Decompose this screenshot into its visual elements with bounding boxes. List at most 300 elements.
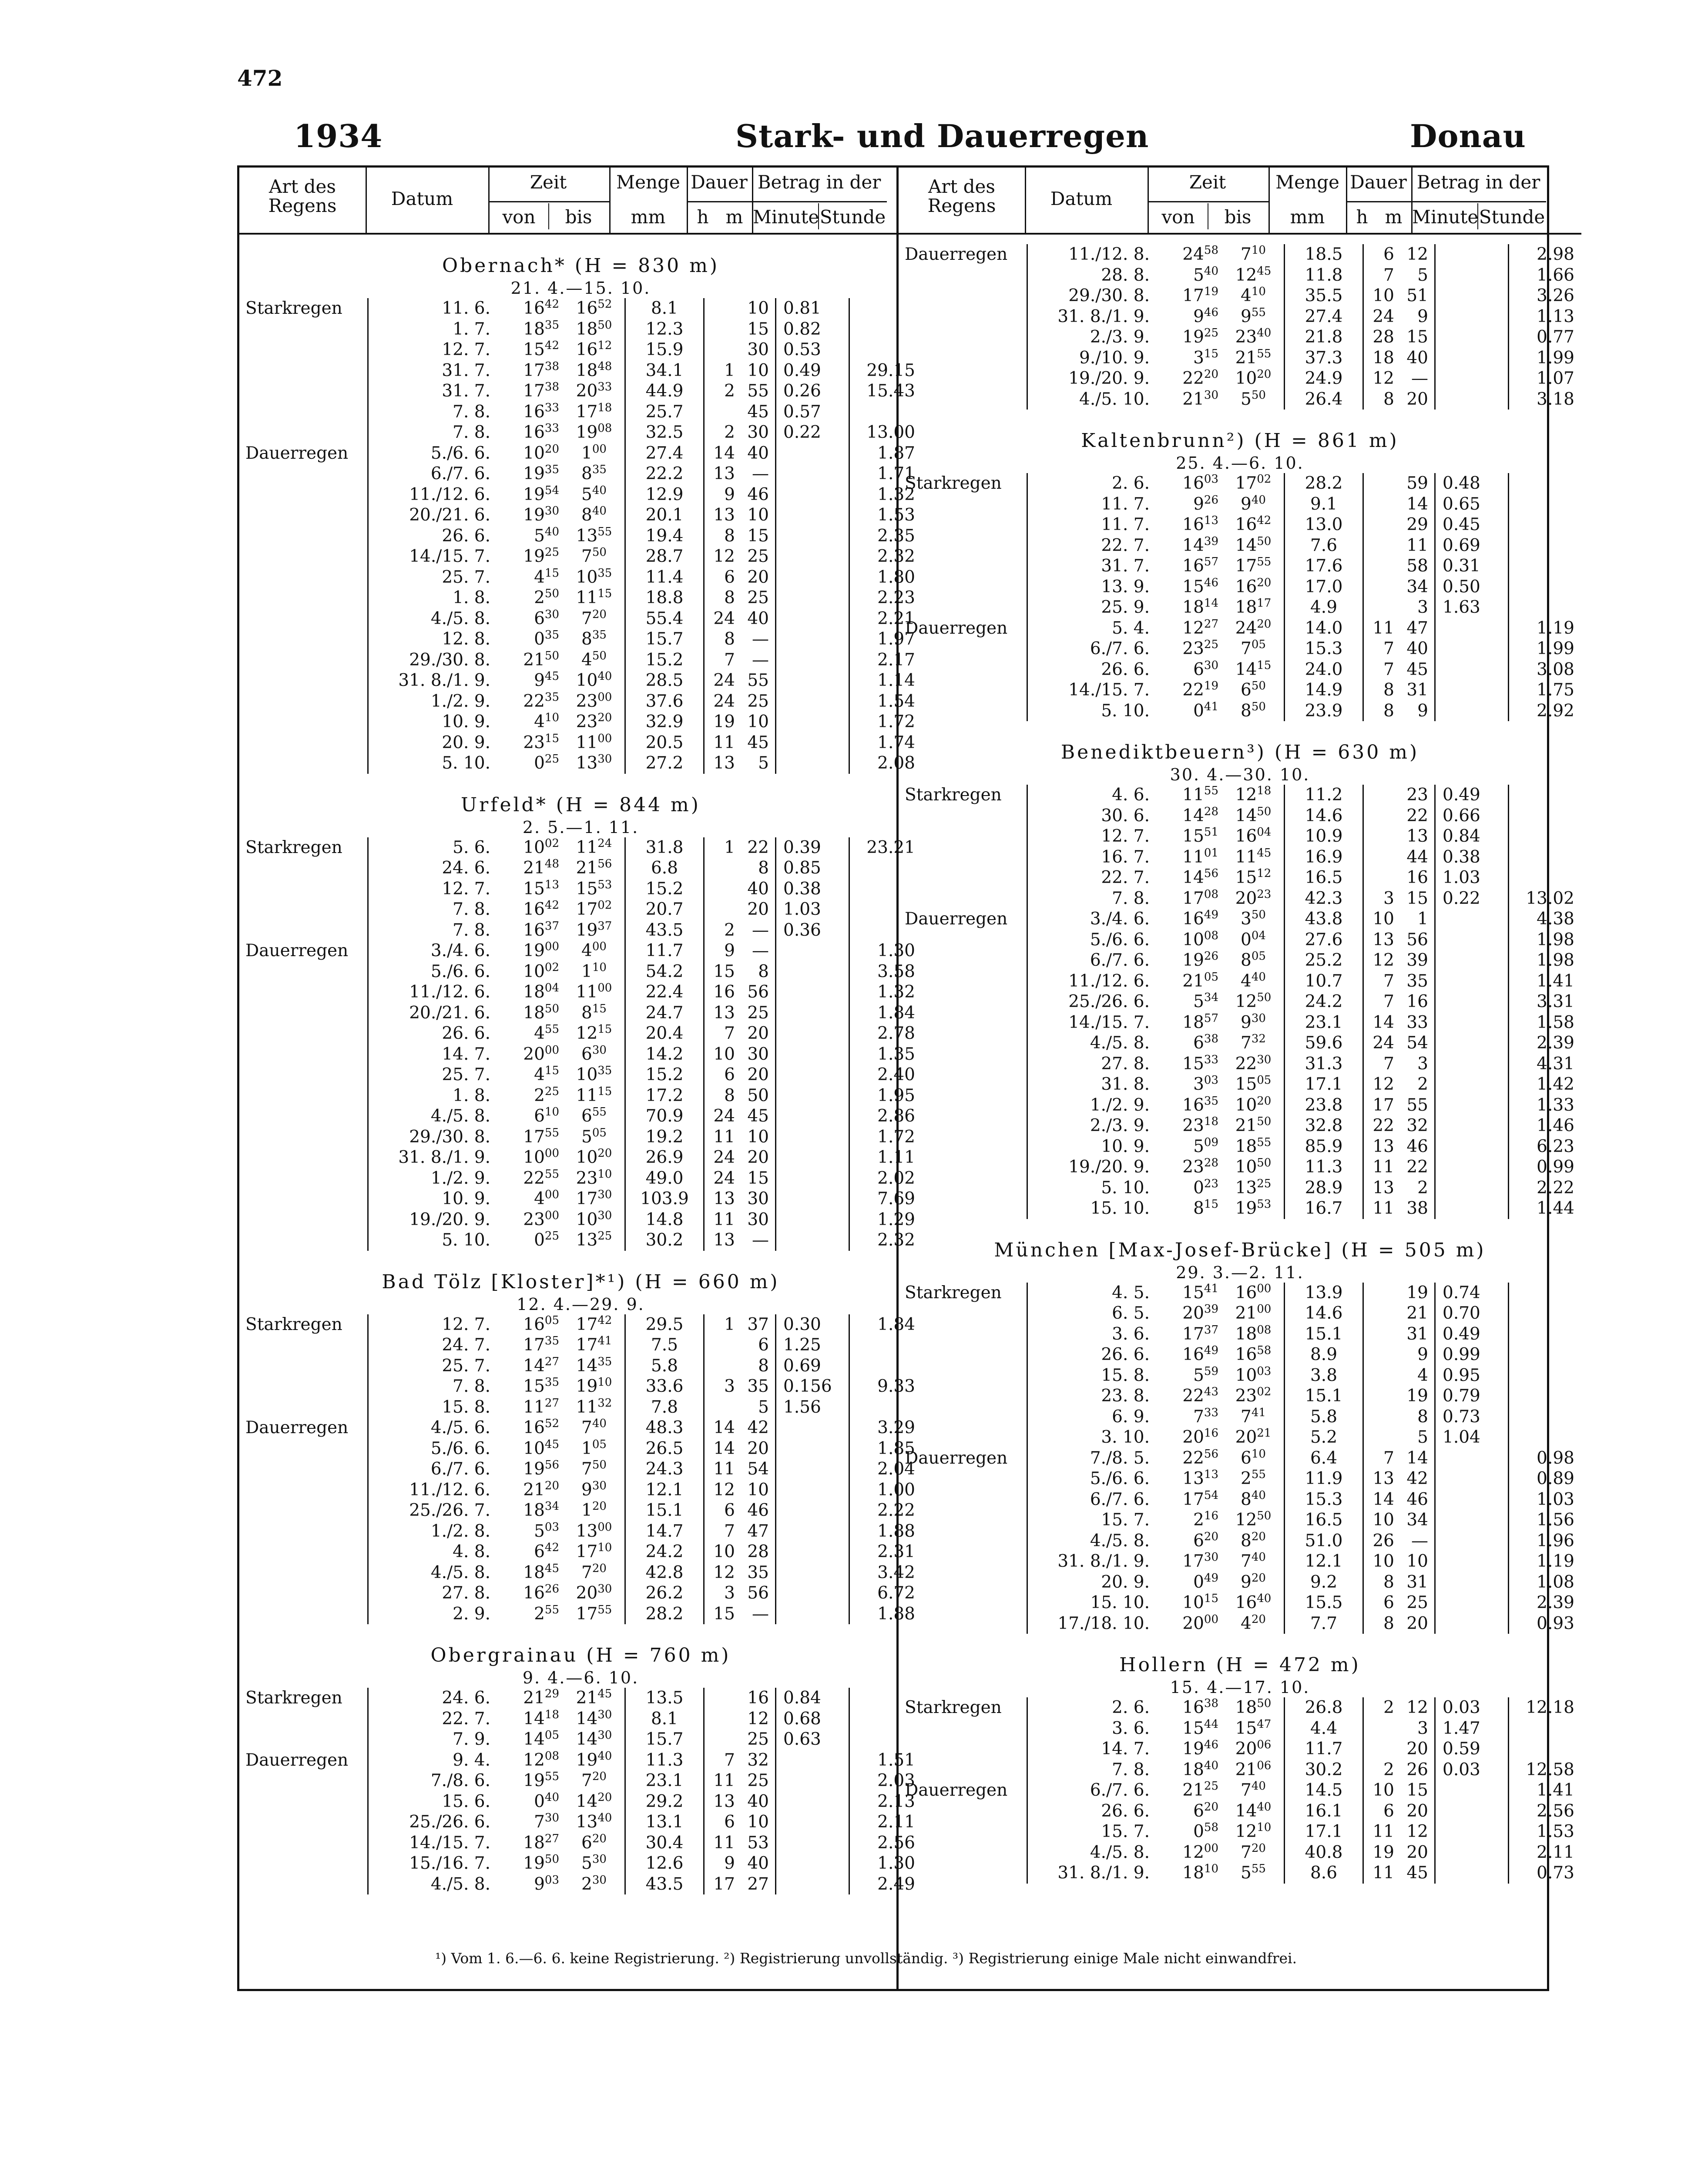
duration-minutes: 10 [747, 505, 769, 525]
time-from [503, 339, 564, 360]
duration-minutes: — [752, 1230, 769, 1250]
table-row [239, 837, 922, 858]
time-from [503, 1189, 564, 1209]
to-minutes: 40 [1257, 326, 1272, 339]
time-to [1223, 1697, 1285, 1718]
duration-hours: 11 [1363, 1821, 1399, 1842]
date: 22. 7. [1027, 535, 1162, 556]
time-from [1162, 244, 1223, 265]
from-hours: 6 [1193, 1801, 1204, 1821]
to-minutes: 50 [592, 649, 607, 662]
date: 23. 8. [1027, 1386, 1162, 1407]
time-to [1223, 1551, 1285, 1572]
from-minutes: 55 [544, 1770, 559, 1783]
duration-minutes: 8 [1417, 1407, 1428, 1427]
rate-per-minute: 0.68 [776, 1709, 849, 1730]
to-hours: 9 [1241, 1572, 1252, 1592]
time-to [1223, 1427, 1285, 1448]
table-row [899, 1033, 1581, 1054]
date: 24. 7. [368, 1335, 503, 1356]
to-minutes: 25 [1257, 1177, 1272, 1190]
time-from [1162, 1697, 1223, 1718]
to-hours: 11 [576, 732, 598, 752]
to-hours: 13 [576, 1230, 598, 1250]
rate-per-minute: 0.38 [1435, 847, 1509, 868]
amount-mm: 12.9 [625, 484, 704, 505]
duration-hours: 7 [1363, 1448, 1399, 1469]
rain-type [239, 920, 368, 941]
to-hours: 20 [1235, 1427, 1257, 1447]
from-hours: 14 [1182, 535, 1204, 555]
amount-mm: 27.6 [1285, 930, 1363, 951]
time-to [564, 567, 625, 588]
time-from [1162, 1821, 1223, 1842]
duration-hours: 2 [704, 381, 740, 402]
duration-hours [1363, 556, 1399, 577]
table-row [899, 888, 1581, 909]
rain-type [899, 1842, 1027, 1863]
from-hours: 15 [1182, 1054, 1204, 1074]
from-hours: 18 [523, 1003, 545, 1023]
time-from [1162, 1157, 1223, 1178]
rain-type [899, 1074, 1027, 1095]
rate-per-hour: 9.33 [849, 1376, 923, 1397]
date: 4./5. 8. [1027, 1842, 1162, 1863]
rain-type [899, 1863, 1027, 1884]
amount-mm: 54.2 [625, 961, 704, 982]
amount-mm: 14.6 [1285, 1303, 1363, 1324]
from-hours: 5 [1193, 1136, 1204, 1156]
duration-hours: 7 [1363, 638, 1399, 659]
from-hours: 6 [534, 608, 545, 628]
to-minutes: 40 [597, 1749, 612, 1763]
duration-hours: 10 [704, 1542, 740, 1562]
rate-per-minute: 0.53 [776, 339, 849, 360]
header-datum: Datum [391, 188, 453, 209]
rate-per-minute [776, 1770, 849, 1791]
time-to [564, 1688, 625, 1709]
rate-per-minute [1435, 1531, 1509, 1552]
time-to [1223, 244, 1285, 265]
date: 4. 8. [368, 1542, 503, 1562]
time-to [1223, 1198, 1285, 1219]
from-minutes: 33 [1204, 1053, 1218, 1066]
to-hours: 10 [1235, 1157, 1257, 1177]
rain-type [239, 1770, 368, 1791]
time-to [564, 858, 625, 879]
time-to [1223, 1283, 1285, 1303]
time-to [1223, 1054, 1285, 1075]
from-minutes: 03 [1204, 1074, 1218, 1087]
header-m: m [1385, 206, 1403, 228]
amount-mm: 21.8 [1285, 327, 1363, 348]
from-minutes: 46 [1204, 306, 1218, 319]
date: 6. 9. [1027, 1407, 1162, 1427]
duration-minutes: — [752, 650, 769, 670]
to-hours: 14 [576, 1356, 598, 1376]
to-minutes: 06 [1257, 1738, 1272, 1751]
rate-per-minute: 0.49 [1435, 785, 1509, 806]
time-from [1162, 971, 1223, 992]
from-hours: 17 [523, 360, 545, 380]
rate-per-minute [776, 1085, 849, 1106]
duration-minutes: 15 [747, 526, 769, 546]
rate-per-hour: 1.84 [849, 1314, 923, 1335]
header-stunde: Stunde [1479, 206, 1545, 228]
page-number: 472 [237, 65, 283, 91]
table-row [239, 1480, 922, 1501]
amount-mm: 20.4 [625, 1023, 704, 1044]
duration-minutes: 31 [1406, 1572, 1428, 1592]
to-hours: 18 [576, 319, 598, 339]
table-row [899, 1178, 1581, 1199]
to-minutes: 47 [1257, 1717, 1272, 1731]
time-to [564, 360, 625, 381]
to-minutes: 20 [597, 1147, 612, 1160]
rate-per-hour [1509, 473, 1582, 494]
duration-minutes: 23 [1406, 785, 1428, 805]
duration-minutes: 54 [747, 1459, 769, 1479]
date: 9. 4. [368, 1750, 503, 1771]
rain-type [899, 991, 1027, 1012]
date: 25./26. 6. [368, 1812, 503, 1833]
rate-per-minute: 0.84 [1435, 826, 1509, 847]
to-hours: 10 [576, 671, 598, 690]
date: 1. 8. [368, 588, 503, 608]
time-from [503, 732, 564, 753]
table-row [899, 1136, 1581, 1157]
rate-per-hour: 2.49 [849, 1874, 923, 1895]
date: 28. 8. [1027, 265, 1162, 286]
to-hours: 10 [576, 567, 598, 587]
rate-per-minute [1435, 1115, 1509, 1136]
table-row [899, 1198, 1581, 1219]
to-hours: 17 [1235, 474, 1257, 493]
amount-mm: 20.1 [625, 505, 704, 526]
to-minutes: 52 [597, 298, 612, 311]
rate-per-hour: 0.73 [1509, 1863, 1582, 1884]
time-from [503, 837, 564, 858]
to-minutes: 40 [597, 670, 612, 683]
table-row [899, 1760, 1581, 1780]
from-minutes: 56 [1204, 1447, 1218, 1461]
from-minutes: 26 [1204, 950, 1218, 963]
rate-per-hour: 1.08 [1509, 1572, 1582, 1593]
from-hours: 2 [534, 1604, 545, 1624]
amount-mm: 27.4 [1285, 306, 1363, 327]
table-row [899, 577, 1581, 598]
station-block [899, 1653, 1581, 1884]
from-minutes: 02 [544, 836, 559, 850]
from-minutes: 19 [1204, 679, 1218, 692]
time-from [503, 1168, 564, 1189]
table-row [899, 1157, 1581, 1178]
duration-hours: 14 [1363, 1012, 1399, 1033]
from-hours: 17 [1182, 1552, 1204, 1571]
time-to [564, 546, 625, 567]
rate-per-hour [1509, 535, 1582, 556]
rain-type [239, 753, 368, 774]
duration-hours: 7 [704, 1521, 740, 1542]
to-minutes: 00 [592, 442, 607, 456]
to-minutes: 48 [597, 359, 612, 373]
duration-minutes: 8 [758, 1356, 769, 1376]
header-bis: bis [1224, 206, 1252, 228]
duration-minutes: 46 [1406, 1489, 1428, 1509]
amount-mm: 11.8 [1285, 265, 1363, 286]
date: 5. 6. [368, 837, 503, 858]
rate-per-hour: 13.00 [849, 422, 923, 443]
rate-per-hour [1509, 847, 1582, 868]
amount-mm: 8.9 [1285, 1344, 1363, 1365]
from-minutes: 18 [544, 1708, 559, 1721]
table-row [899, 1613, 1581, 1634]
date: 1./2. 9. [368, 691, 503, 712]
amount-mm: 5.8 [625, 1356, 704, 1377]
duration-minutes: 10 [747, 1812, 769, 1832]
amount-mm: 33.6 [625, 1376, 704, 1397]
station-title: Kaltenbrunn²) (H = 861 m) [1081, 430, 1399, 452]
to-hours: 21 [1235, 1760, 1257, 1780]
duration-hours: 10 [1363, 909, 1399, 930]
to-minutes: 20 [592, 1832, 607, 1845]
station-table [899, 1283, 1581, 1634]
rain-type [239, 982, 368, 1003]
time-to [1223, 473, 1285, 494]
station-period: 21. 4.—15. 10. [510, 279, 651, 298]
duration-hours: 3 [1363, 888, 1399, 909]
duration-minutes: 54 [1406, 1033, 1428, 1053]
duration-minutes: 46 [747, 1501, 769, 1520]
duration-hours: 7 [1363, 659, 1399, 680]
duration-minutes: 27 [747, 1874, 769, 1894]
from-hours: 10 [1182, 1593, 1204, 1612]
time-to [564, 1853, 625, 1874]
duration-minutes: 40 [747, 879, 769, 899]
from-hours: 19 [523, 464, 545, 484]
time-to [564, 1168, 625, 1189]
table-row [239, 1085, 922, 1106]
from-minutes: 39 [1204, 534, 1218, 548]
rain-type [899, 1012, 1027, 1033]
from-minutes: 51 [1204, 826, 1218, 839]
date: 26. 6. [1027, 659, 1162, 680]
to-hours: 16 [1235, 515, 1257, 534]
time-from [503, 1500, 564, 1521]
table-row [899, 389, 1581, 410]
from-hours: 19 [523, 1771, 545, 1790]
to-hours: 7 [581, 1771, 592, 1790]
duration-hours: 28 [1363, 327, 1399, 348]
time-to [1223, 514, 1285, 535]
table-row [239, 1230, 922, 1251]
rain-type [239, 1003, 368, 1024]
duration-minutes: 25 [1406, 1593, 1428, 1612]
from-minutes: 03 [1204, 473, 1218, 486]
to-hours: 7 [581, 608, 592, 628]
region-heading: Donau [1410, 118, 1526, 154]
rain-type [239, 381, 368, 402]
rain-type: Starkregen [905, 474, 1002, 493]
to-minutes: 20 [592, 1770, 607, 1783]
time-from [1162, 1760, 1223, 1780]
rate-per-hour: 2.31 [849, 1542, 923, 1562]
rain-type: Starkregen [245, 299, 342, 318]
rate-per-minute [1435, 1095, 1509, 1116]
table-row [899, 785, 1581, 806]
header-rule [366, 168, 367, 233]
date: 5. 4. [1027, 618, 1162, 639]
duration-hours: 7 [1363, 991, 1399, 1012]
duration-hours: 9 [704, 1853, 740, 1874]
from-minutes: 33 [544, 401, 559, 414]
time-to [1223, 680, 1285, 701]
from-minutes: 50 [544, 1002, 559, 1015]
rate-per-minute [776, 1874, 849, 1895]
table-row [239, 1688, 922, 1709]
rate-per-minute: 1.03 [776, 899, 849, 920]
rain-type [239, 1397, 368, 1418]
time-to [564, 1542, 625, 1562]
from-hours: 22 [523, 691, 545, 711]
rate-per-hour: 0.77 [1509, 327, 1582, 348]
amount-mm: 7.6 [1285, 535, 1363, 556]
duration-hours: 17 [1363, 1095, 1399, 1116]
duration-hours [704, 319, 740, 340]
amount-mm: 30.2 [625, 1230, 704, 1251]
rate-per-minute: 0.99 [1435, 1344, 1509, 1365]
duration-hours: 12 [1363, 1074, 1399, 1095]
duration-hours [1363, 535, 1399, 556]
from-minutes: 20 [544, 442, 559, 456]
from-minutes: 55 [544, 1603, 559, 1616]
from-hours: 16 [523, 423, 545, 442]
time-to [564, 588, 625, 608]
date: 26. 6. [368, 1023, 503, 1044]
duration-hours: 13 [704, 464, 740, 484]
time-to [564, 982, 625, 1003]
rain-type [899, 1468, 1027, 1489]
time-from [1162, 1780, 1223, 1801]
table-row [899, 473, 1581, 494]
rate-per-minute [1435, 1551, 1509, 1572]
rate-per-minute [776, 1438, 849, 1459]
rain-type [239, 1376, 368, 1397]
table-row [899, 1344, 1581, 1365]
rate-per-minute: 0.84 [776, 1688, 849, 1709]
to-minutes: 00 [597, 732, 612, 745]
duration-minutes: 9 [1417, 701, 1428, 721]
to-minutes: 04 [1257, 826, 1272, 839]
rate-per-hour: 2.21 [849, 608, 923, 629]
from-minutes: 25 [544, 752, 559, 766]
time-to [1223, 306, 1285, 327]
date: 5./6. 6. [1027, 1468, 1162, 1489]
date: 17./18. 10. [1027, 1613, 1162, 1634]
duration-minutes: 6 [758, 1335, 769, 1355]
to-hours: 14 [1235, 1801, 1257, 1821]
from-hours: 16 [1182, 909, 1204, 929]
table-row [239, 1562, 922, 1583]
time-from [503, 546, 564, 567]
time-to [564, 1500, 625, 1521]
date: 7. 8. [368, 899, 503, 920]
table-row [899, 1592, 1581, 1613]
time-to [1223, 847, 1285, 868]
rate-per-minute [776, 1023, 849, 1044]
time-from [1162, 265, 1223, 286]
column-header [899, 168, 1581, 235]
amount-mm: 18.8 [625, 588, 704, 608]
rate-per-minute [776, 982, 849, 1003]
from-minutes: 13 [1204, 514, 1218, 527]
time-from [1162, 473, 1223, 494]
table-row [239, 1397, 922, 1418]
rain-type [239, 1127, 368, 1148]
date: 11./12. 6. [368, 484, 503, 505]
header-menge: Menge [1275, 171, 1339, 193]
time-from [1162, 514, 1223, 535]
time-from [1162, 1718, 1223, 1739]
header-rule [687, 168, 688, 233]
from-hours: 3 [1193, 1075, 1204, 1094]
date: 31. 8. [1027, 1074, 1162, 1095]
duration-minutes: 25 [747, 588, 769, 608]
rate-per-minute: 0.03 [1435, 1760, 1509, 1780]
time-from [1162, 826, 1223, 847]
time-from [1162, 1592, 1223, 1613]
time-from [1162, 909, 1223, 930]
duration-minutes: 40 [1406, 348, 1428, 368]
amount-mm: 28.7 [625, 546, 704, 567]
time-to [1223, 577, 1285, 598]
date: 27. 8. [368, 1583, 503, 1604]
rain-type [239, 629, 368, 650]
to-minutes: 35 [592, 463, 607, 476]
to-hours: 17 [576, 900, 598, 919]
from-minutes: 15 [544, 1064, 559, 1077]
from-hours: 12 [523, 1750, 545, 1770]
date: 15./16. 7. [368, 1853, 503, 1874]
duration-hours [704, 298, 740, 319]
rate-per-hour: 2.86 [849, 1106, 923, 1127]
from-minutes: 59 [1204, 1364, 1218, 1378]
duration-hours: 24 [704, 1147, 740, 1168]
duration-minutes: 20 [747, 900, 769, 919]
amount-mm: 11.9 [1285, 1468, 1363, 1489]
rate-per-minute [776, 1003, 849, 1024]
to-minutes: 10 [1251, 285, 1266, 298]
table-row [239, 1376, 922, 1397]
rain-type [239, 879, 368, 900]
table-row [239, 464, 922, 484]
from-hours: 17 [1182, 286, 1204, 306]
to-hours: 7 [1241, 1780, 1252, 1800]
to-minutes: 20 [592, 608, 607, 621]
from-hours: 9 [534, 671, 545, 690]
to-minutes: 55 [1251, 1468, 1266, 1481]
rate-per-minute [776, 1147, 849, 1168]
to-hours: 4 [581, 650, 592, 670]
time-from [503, 1209, 564, 1230]
rain-type [239, 319, 368, 340]
duration-hours: 13 [704, 753, 740, 774]
from-hours: 15 [523, 879, 545, 899]
duration-minutes: 12 [747, 1709, 769, 1729]
from-minutes: 46 [1204, 1738, 1218, 1751]
header-h: h [1356, 206, 1368, 228]
amount-mm: 27.2 [625, 753, 704, 774]
